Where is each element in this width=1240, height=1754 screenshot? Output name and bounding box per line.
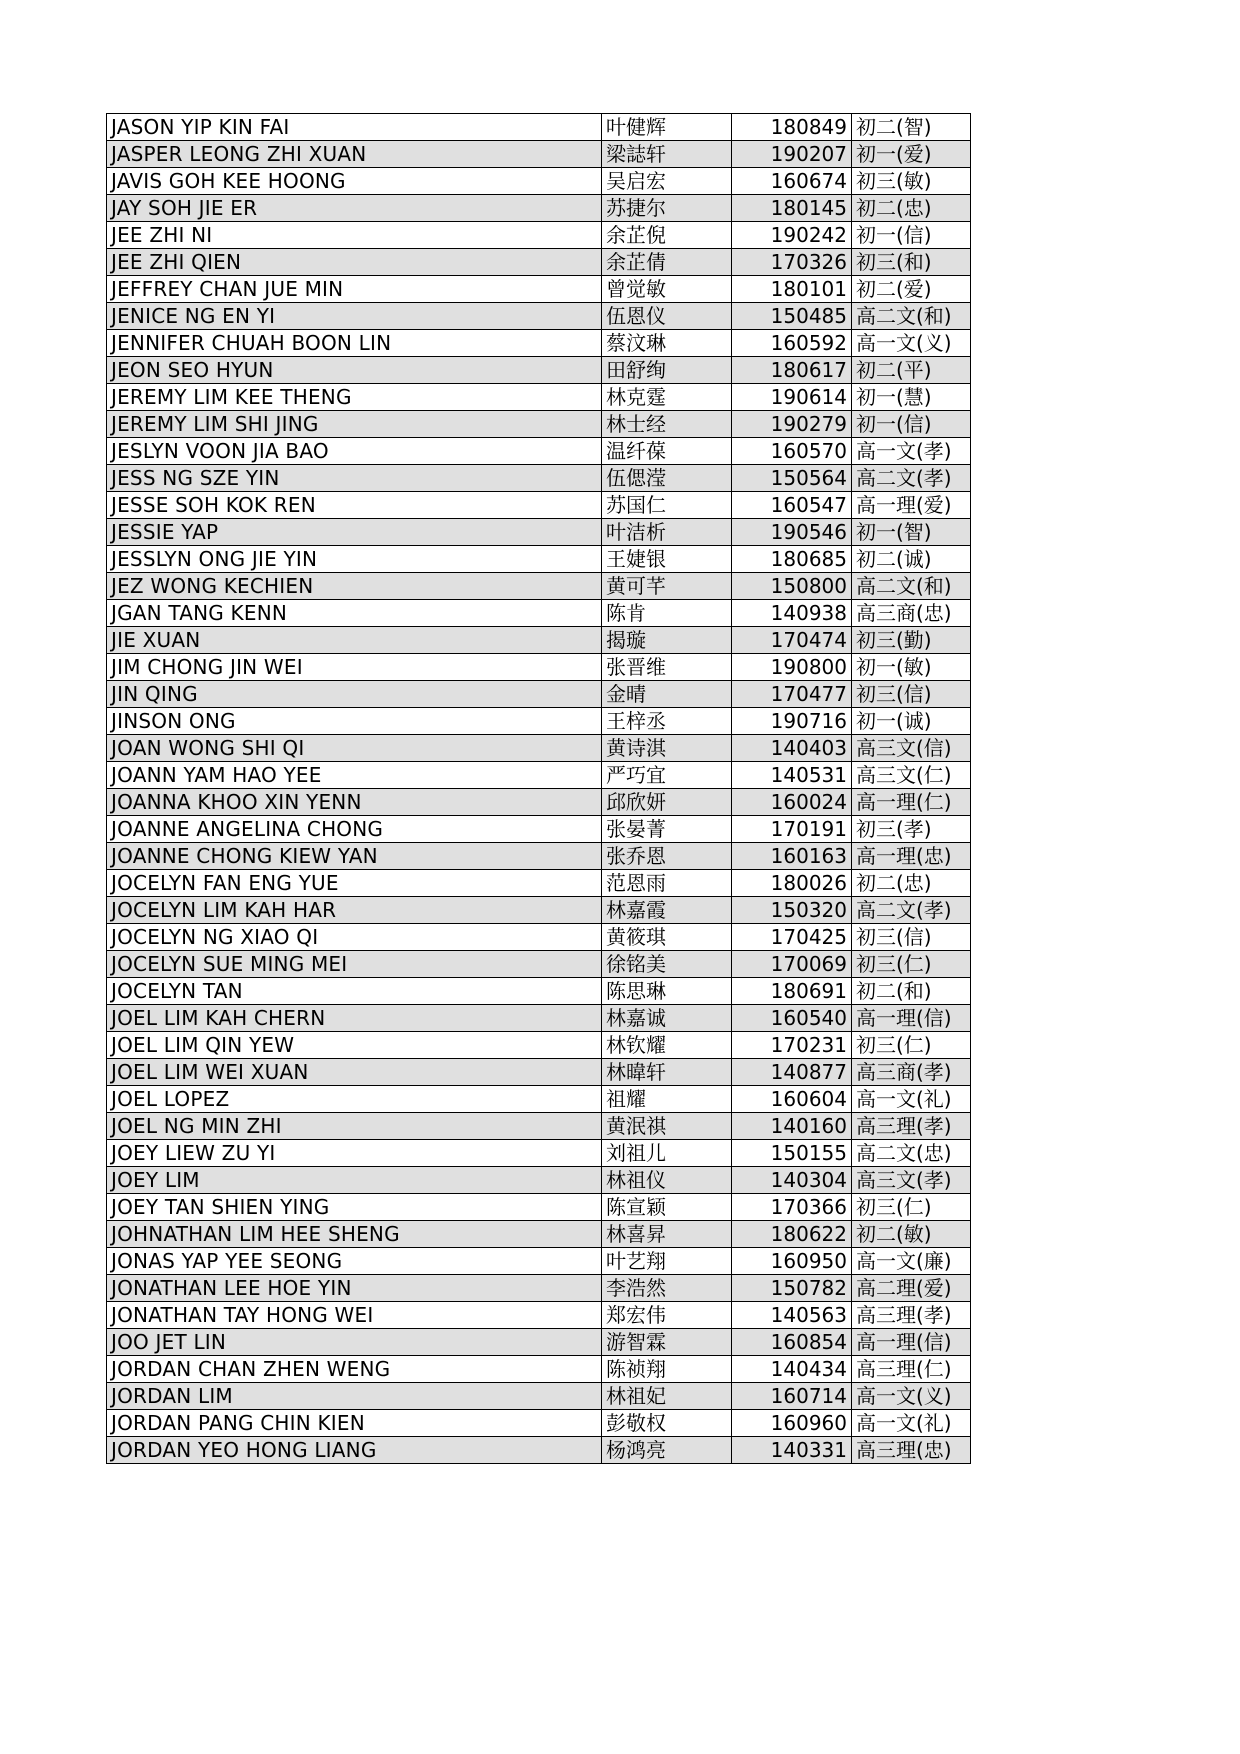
chinese-name-cell: 苏捷尔 [602, 195, 732, 222]
student-id-cell: 150800 [732, 573, 852, 600]
student-name-cell: JEZ WONG KECHIEN [107, 573, 602, 600]
chinese-name-cell: 黄可芊 [602, 573, 732, 600]
table-row [107, 816, 971, 843]
table-row [107, 357, 971, 384]
class-cell: 高一文(义) [852, 1383, 971, 1410]
class-cell: 高一理(信) [852, 1005, 971, 1032]
student-id-cell: 170231 [732, 1032, 852, 1059]
class-cell: 初三(信) [852, 924, 971, 951]
table-row [107, 195, 971, 222]
table-row [107, 897, 971, 924]
class-cell: 初三(仁) [852, 951, 971, 978]
class-cell: 高三文(信) [852, 735, 971, 762]
student-id-cell: 190716 [732, 708, 852, 735]
student-name-cell: JEE ZHI NI [107, 222, 602, 249]
student-name-cell: JAVIS GOH KEE HOONG [107, 168, 602, 195]
chinese-name-cell: 陈思琳 [602, 978, 732, 1005]
table-row [107, 276, 971, 303]
student-id-cell: 160592 [732, 330, 852, 357]
student-name-cell: JOCELYN SUE MING MEI [107, 951, 602, 978]
chinese-name-cell: 林暐轩 [602, 1059, 732, 1086]
student-id-cell: 160163 [732, 843, 852, 870]
table-row [107, 1356, 971, 1383]
class-cell: 初三(敏) [852, 168, 971, 195]
chinese-name-cell: 林喜昇 [602, 1221, 732, 1248]
table-row [107, 1275, 971, 1302]
student-id-cell: 180622 [732, 1221, 852, 1248]
chinese-name-cell: 陈祯翔 [602, 1356, 732, 1383]
table-row [107, 1194, 971, 1221]
table-row [107, 1302, 971, 1329]
class-cell: 初一(信) [852, 222, 971, 249]
chinese-name-cell: 伍恩仪 [602, 303, 732, 330]
student-id-cell: 150564 [732, 465, 852, 492]
student-id-cell: 170477 [732, 681, 852, 708]
class-cell: 初二(平) [852, 357, 971, 384]
chinese-name-cell: 祖耀 [602, 1086, 732, 1113]
table-row [107, 978, 971, 1005]
student-id-cell: 160714 [732, 1383, 852, 1410]
student-id-cell: 160547 [732, 492, 852, 519]
table-row [107, 141, 971, 168]
student-name-cell: JOAN WONG SHI QI [107, 735, 602, 762]
chinese-name-cell: 王梓丞 [602, 708, 732, 735]
student-name-cell: JENNIFER CHUAH BOON LIN [107, 330, 602, 357]
table-row [107, 114, 971, 141]
chinese-name-cell: 李浩然 [602, 1275, 732, 1302]
student-id-cell: 160674 [732, 168, 852, 195]
class-cell: 初三(仁) [852, 1032, 971, 1059]
class-cell: 初二(爱) [852, 276, 971, 303]
class-cell: 初二(诚) [852, 546, 971, 573]
chinese-name-cell: 苏国仁 [602, 492, 732, 519]
student-name-cell: JGAN TANG KENN [107, 600, 602, 627]
class-cell: 高一文(孝) [852, 438, 971, 465]
table-row [107, 1167, 971, 1194]
student-name-cell: JIE XUAN [107, 627, 602, 654]
class-cell: 高三理(忠) [852, 1437, 971, 1464]
class-cell: 初一(信) [852, 411, 971, 438]
class-cell: 高二理(爱) [852, 1275, 971, 1302]
student-name-cell: JINSON ONG [107, 708, 602, 735]
class-cell: 初三(仁) [852, 1194, 971, 1221]
table-row [107, 303, 971, 330]
student-id-cell: 170191 [732, 816, 852, 843]
chinese-name-cell: 金晴 [602, 681, 732, 708]
chinese-name-cell: 邱欣妍 [602, 789, 732, 816]
student-name-cell: JEREMY LIM SHI JING [107, 411, 602, 438]
student-id-cell: 140938 [732, 600, 852, 627]
class-cell: 高三理(仁) [852, 1356, 971, 1383]
table-row [107, 249, 971, 276]
table-row [107, 492, 971, 519]
student-name-cell: JORDAN LIM [107, 1383, 602, 1410]
student-id-cell: 170326 [732, 249, 852, 276]
table-row [107, 951, 971, 978]
class-cell: 初一(爱) [852, 141, 971, 168]
class-cell: 高一理(爱) [852, 492, 971, 519]
student-name-cell: JOEY LIEW ZU YI [107, 1140, 602, 1167]
chinese-name-cell: 郑宏伟 [602, 1302, 732, 1329]
student-name-cell: JASON YIP KIN FAI [107, 114, 602, 141]
table-row [107, 438, 971, 465]
student-name-cell: JOANN YAM HAO YEE [107, 762, 602, 789]
class-cell: 初二(智) [852, 114, 971, 141]
table-row [107, 1383, 971, 1410]
table-row [107, 1248, 971, 1275]
student-id-cell: 160604 [732, 1086, 852, 1113]
table-row [107, 1437, 971, 1464]
chinese-name-cell: 彭敬权 [602, 1410, 732, 1437]
student-id-cell: 190242 [732, 222, 852, 249]
chinese-name-cell: 张晋维 [602, 654, 732, 681]
chinese-name-cell: 余芷倩 [602, 249, 732, 276]
class-cell: 高三商(孝) [852, 1059, 971, 1086]
student-name-cell: JOCELYN TAN [107, 978, 602, 1005]
student-name-cell: JOEL LIM QIN YEW [107, 1032, 602, 1059]
class-cell: 高二文(孝) [852, 897, 971, 924]
table-row [107, 924, 971, 951]
chinese-name-cell: 余芷倪 [602, 222, 732, 249]
student-id-cell: 180685 [732, 546, 852, 573]
chinese-name-cell: 黄筱琪 [602, 924, 732, 951]
student-name-cell: JONATHAN LEE HOE YIN [107, 1275, 602, 1302]
class-cell: 初三(和) [852, 249, 971, 276]
table-row [107, 654, 971, 681]
chinese-name-cell: 林嘉诚 [602, 1005, 732, 1032]
table-row [107, 222, 971, 249]
student-name-cell: JOANNA KHOO XIN YENN [107, 789, 602, 816]
student-name-cell: JOANNE CHONG KIEW YAN [107, 843, 602, 870]
class-cell: 高一文(礼) [852, 1410, 971, 1437]
student-id-cell: 150485 [732, 303, 852, 330]
class-cell: 初二(忠) [852, 195, 971, 222]
table-row [107, 465, 971, 492]
student-id-cell: 160540 [732, 1005, 852, 1032]
chinese-name-cell: 刘祖儿 [602, 1140, 732, 1167]
class-cell: 初三(孝) [852, 816, 971, 843]
student-name-cell: JOEL LOPEZ [107, 1086, 602, 1113]
chinese-name-cell: 林祖仪 [602, 1167, 732, 1194]
student-id-cell: 140563 [732, 1302, 852, 1329]
class-cell: 高一理(仁) [852, 789, 971, 816]
class-cell: 高三文(仁) [852, 762, 971, 789]
chinese-name-cell: 叶健辉 [602, 114, 732, 141]
table-row [107, 600, 971, 627]
student-name-cell: JESSIE YAP [107, 519, 602, 546]
chinese-name-cell: 田舒绚 [602, 357, 732, 384]
student-id-cell: 190546 [732, 519, 852, 546]
student-id-cell: 140160 [732, 1113, 852, 1140]
student-id-cell: 150155 [732, 1140, 852, 1167]
chinese-name-cell: 严巧宜 [602, 762, 732, 789]
student-id-cell: 180849 [732, 114, 852, 141]
student-id-cell: 140434 [732, 1356, 852, 1383]
student-id-cell: 180026 [732, 870, 852, 897]
class-cell: 初三(信) [852, 681, 971, 708]
chinese-name-cell: 叶洁析 [602, 519, 732, 546]
chinese-name-cell: 游智霖 [602, 1329, 732, 1356]
chinese-name-cell: 蔡汶琳 [602, 330, 732, 357]
student-id-cell: 170069 [732, 951, 852, 978]
chinese-name-cell: 林钦耀 [602, 1032, 732, 1059]
chinese-name-cell: 叶艺翔 [602, 1248, 732, 1275]
chinese-name-cell: 曾觉敏 [602, 276, 732, 303]
student-name-cell: JONAS YAP YEE SEONG [107, 1248, 602, 1275]
student-name-cell: JOHNATHAN LIM HEE SHENG [107, 1221, 602, 1248]
student-name-cell: JASPER LEONG ZHI XUAN [107, 141, 602, 168]
table-row [107, 762, 971, 789]
chinese-name-cell: 黄诗淇 [602, 735, 732, 762]
student-id-cell: 140304 [732, 1167, 852, 1194]
table-row [107, 168, 971, 195]
student-name-cell: JOCELYN FAN ENG YUE [107, 870, 602, 897]
student-id-cell: 140877 [732, 1059, 852, 1086]
student-name-cell: JOEL LIM KAH CHERN [107, 1005, 602, 1032]
student-name-cell: JOEL NG MIN ZHI [107, 1113, 602, 1140]
student-id-cell: 170425 [732, 924, 852, 951]
table-row [107, 519, 971, 546]
student-name-cell: JORDAN PANG CHIN KIEN [107, 1410, 602, 1437]
student-name-cell: JORDAN CHAN ZHEN WENG [107, 1356, 602, 1383]
chinese-name-cell: 林克霆 [602, 384, 732, 411]
table-row [107, 1140, 971, 1167]
chinese-name-cell: 林祖妃 [602, 1383, 732, 1410]
table-row [107, 843, 971, 870]
student-id-cell: 170474 [732, 627, 852, 654]
class-cell: 初三(勤) [852, 627, 971, 654]
chinese-name-cell: 黄泯祺 [602, 1113, 732, 1140]
chinese-name-cell: 吴启宏 [602, 168, 732, 195]
student-id-cell: 160960 [732, 1410, 852, 1437]
student-id-cell: 160024 [732, 789, 852, 816]
student-name-cell: JOEL LIM WEI XUAN [107, 1059, 602, 1086]
student-name-cell: JEON SEO HYUN [107, 357, 602, 384]
student-name-cell: JOEY TAN SHIEN YING [107, 1194, 602, 1221]
table-row [107, 1113, 971, 1140]
student-id-cell: 160570 [732, 438, 852, 465]
class-cell: 初一(智) [852, 519, 971, 546]
student-name-cell: JOEY LIM [107, 1167, 602, 1194]
student-id-cell: 180691 [732, 978, 852, 1005]
class-cell: 高二文(忠) [852, 1140, 971, 1167]
class-cell: 高一文(礼) [852, 1086, 971, 1113]
student-name-cell: JESSE SOH KOK REN [107, 492, 602, 519]
chinese-name-cell: 陈肯 [602, 600, 732, 627]
chinese-name-cell: 林嘉霞 [602, 897, 732, 924]
student-id-cell: 140331 [732, 1437, 852, 1464]
table-row [107, 735, 971, 762]
chinese-name-cell: 徐铭美 [602, 951, 732, 978]
student-name-cell: JEREMY LIM KEE THENG [107, 384, 602, 411]
student-name-cell: JIN QING [107, 681, 602, 708]
student-name-cell: JIM CHONG JIN WEI [107, 654, 602, 681]
student-name-cell: JOANNE ANGELINA CHONG [107, 816, 602, 843]
chinese-name-cell: 温纤葆 [602, 438, 732, 465]
student-id-cell: 180145 [732, 195, 852, 222]
student-id-cell: 160854 [732, 1329, 852, 1356]
class-cell: 初一(敏) [852, 654, 971, 681]
table-row [107, 1032, 971, 1059]
class-cell: 高三理(孝) [852, 1113, 971, 1140]
table-row [107, 1086, 971, 1113]
chinese-name-cell: 伍偲滢 [602, 465, 732, 492]
student-id-cell: 150320 [732, 897, 852, 924]
student-id-cell: 140403 [732, 735, 852, 762]
class-cell: 初一(慧) [852, 384, 971, 411]
table-row [107, 546, 971, 573]
chinese-name-cell: 范恩雨 [602, 870, 732, 897]
chinese-name-cell: 陈宣颖 [602, 1194, 732, 1221]
student-id-cell: 170366 [732, 1194, 852, 1221]
class-cell: 高一理(信) [852, 1329, 971, 1356]
student-name-cell: JENICE NG EN YI [107, 303, 602, 330]
student-name-cell: JOO JET LIN [107, 1329, 602, 1356]
student-name-cell: JONATHAN TAY HONG WEI [107, 1302, 602, 1329]
class-cell: 初一(诚) [852, 708, 971, 735]
table-row [107, 1410, 971, 1437]
student-id-cell: 180101 [732, 276, 852, 303]
table-row [107, 330, 971, 357]
student-id-cell: 190279 [732, 411, 852, 438]
table-row [107, 1221, 971, 1248]
table-row [107, 411, 971, 438]
student-id-cell: 190207 [732, 141, 852, 168]
table-row [107, 627, 971, 654]
class-cell: 高二文(孝) [852, 465, 971, 492]
table-row [107, 1329, 971, 1356]
student-name-cell: JESS NG SZE YIN [107, 465, 602, 492]
class-cell: 高一文(义) [852, 330, 971, 357]
chinese-name-cell: 揭璇 [602, 627, 732, 654]
student-id-cell: 140531 [732, 762, 852, 789]
student-name-cell: JOCELYN LIM KAH HAR [107, 897, 602, 924]
table-row [107, 681, 971, 708]
roster-body [107, 114, 971, 1464]
table-row [107, 1005, 971, 1032]
class-cell: 高三商(忠) [852, 600, 971, 627]
chinese-name-cell: 张乔恩 [602, 843, 732, 870]
chinese-name-cell: 梁誌轩 [602, 141, 732, 168]
student-name-cell: JORDAN YEO HONG LIANG [107, 1437, 602, 1464]
student-name-cell: JOCELYN NG XIAO QI [107, 924, 602, 951]
student-name-cell: JEFFREY CHAN JUE MIN [107, 276, 602, 303]
class-cell: 高二文(和) [852, 573, 971, 600]
chinese-name-cell: 张晏菁 [602, 816, 732, 843]
table-row [107, 384, 971, 411]
student-id-cell: 150782 [732, 1275, 852, 1302]
student-id-cell: 190614 [732, 384, 852, 411]
table-row [107, 573, 971, 600]
student-roster-table [106, 113, 971, 1464]
student-name-cell: JAY SOH JIE ER [107, 195, 602, 222]
class-cell: 初二(和) [852, 978, 971, 1005]
table-row [107, 1059, 971, 1086]
class-cell: 高一文(廉) [852, 1248, 971, 1275]
class-cell: 高二文(和) [852, 303, 971, 330]
class-cell: 高三文(孝) [852, 1167, 971, 1194]
chinese-name-cell: 杨鸿亮 [602, 1437, 732, 1464]
student-name-cell: JESLYN VOON JIA BAO [107, 438, 602, 465]
table-row [107, 789, 971, 816]
table-row [107, 708, 971, 735]
class-cell: 高一理(忠) [852, 843, 971, 870]
class-cell: 高三理(孝) [852, 1302, 971, 1329]
table-row [107, 870, 971, 897]
chinese-name-cell: 林士经 [602, 411, 732, 438]
student-name-cell: JEE ZHI QIEN [107, 249, 602, 276]
student-name-cell: JESSLYN ONG JIE YIN [107, 546, 602, 573]
class-cell: 初二(敏) [852, 1221, 971, 1248]
student-id-cell: 190800 [732, 654, 852, 681]
class-cell: 初二(忠) [852, 870, 971, 897]
student-id-cell: 180617 [732, 357, 852, 384]
chinese-name-cell: 王婕银 [602, 546, 732, 573]
student-id-cell: 160950 [732, 1248, 852, 1275]
